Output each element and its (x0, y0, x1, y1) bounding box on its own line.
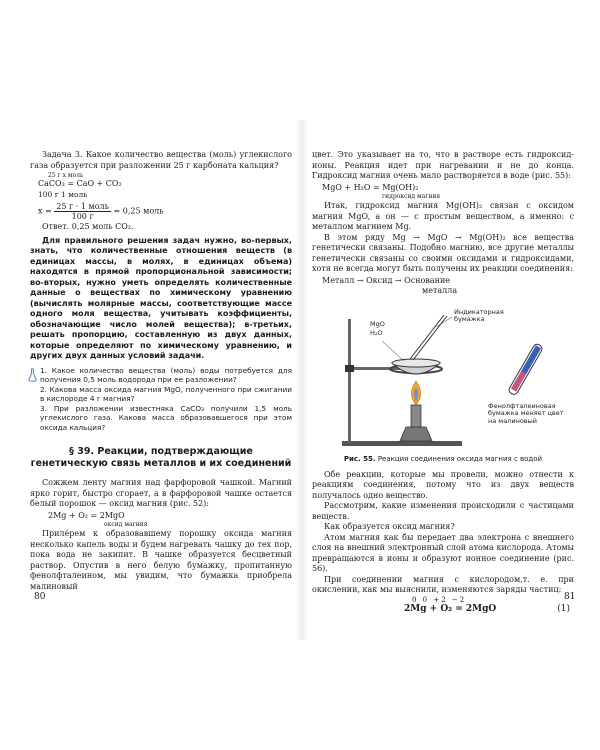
label-h2o: H₂O (370, 328, 383, 337)
book-gutter (296, 120, 308, 640)
reaction-equation: CaCO₃ = CaO + CO₂ (38, 179, 122, 188)
x-numerator: 25 г · 1 моль (56, 202, 109, 211)
task-solution (30, 172, 292, 221)
page-number-right: 81 (564, 592, 576, 602)
caption-text: Реакция соединения оксида магния с водой (377, 454, 543, 463)
question-2: 2. Какова масса оксида магния MgO, полученного при сжигании в кислороде 4 г магния? (40, 384, 292, 403)
paragraph-burn-magnesium: Сожжем ленту магния над фарфоровой чашкой. Магний ярко горит, быстро сгорает, а в фарфоровой чашке остается белый порошок — оксид магния (рис. 52): (30, 478, 292, 508)
equation-mgo-water (312, 183, 574, 201)
tube-blue-paper (521, 345, 541, 374)
page-number-left: 80 (34, 592, 46, 602)
leader-mgo (382, 341, 404, 361)
eq2-number: (1) (557, 603, 570, 614)
burner-base (400, 427, 432, 441)
stand-base (342, 441, 462, 446)
eq2-text: 2Mg + O₂ = 2MgO (404, 603, 497, 614)
reaction-under: 100 г 1 моль (38, 189, 88, 199)
scheme (312, 276, 574, 297)
x-prefix: x = (38, 206, 52, 216)
dish-rim (392, 359, 440, 367)
given-line: 25 г x моль (48, 172, 84, 179)
paragraph-genetic-link: Итак, гидроксид магния Mg(OH)₂ связан с оксидом магния MgO, а он — с простым веществом, а именно: с металлом магнием Mg. (312, 201, 574, 231)
scheme-sub: металла (422, 286, 458, 295)
x-denominator: 100 г (71, 212, 94, 221)
lab-apparatus-illustration (312, 301, 574, 453)
paragraph-question: Как образуется оксид магния? (324, 522, 455, 531)
eq-label: гидроксид магния (382, 193, 441, 200)
figure-caption (312, 455, 574, 464)
right-page (312, 150, 574, 614)
caption-number: Рис. 55. (343, 454, 376, 463)
paragraph-oxidation: При соединении магния с кислородом,т. е. при окислении, как мы выяснили, изменяются заряды частиц: (312, 574, 574, 594)
label-phenolphthalein: Фенолфталеиновая бумажка меняет цвет на малиновый (488, 401, 564, 425)
oxidation-charges: 0 0 +2 −2 (412, 595, 467, 604)
question-3: 3. При разложении известняка CaCO₃ получили 1,5 моль углекислого газа. Какова масса образовавшегося при этом оксида кальция? (40, 403, 292, 432)
phenol-tube (508, 342, 544, 395)
label-indicator-paper: Индикаторная бумажка (454, 307, 504, 323)
paragraph-add-water: Прилépем к образовавшему порошку оксида магния несколько капель воды и будем нагревать чашку до тех пор, пока вода не закипит. В чашке образуется бесцветный раствор. Опустив в него белую бумажку, пропитанную фенолфталеином, мы увидим, что бумажка приобрела малиновый (30, 529, 292, 591)
equation-mg-oxygen (30, 511, 292, 529)
task-title: Задача 3. Какое количество вещества (моль) углекислого газа образуется при разложении 25 г карбоната кальция? (30, 150, 292, 170)
figure-55 (312, 301, 574, 453)
section-title: § 39. Реакции, подтверждающие генетическую связь металлов и их соединений (30, 446, 292, 469)
paragraph-hydroxide-ions: цвет. Это указывает на то, что в растворе есть гидроксид-ионы. Реакция идет при нагревании и не до конца. Гидроксид магния очень мало растворяется в воде (рис. 55): (312, 150, 574, 180)
clamp (345, 365, 354, 372)
paragraph-row: В этом ряду Mg → MgO → Mg(OH)₂ все вещества генетически связаны. Подобно магнию, все другие металлы генетически связаны со своими оксидами и гидроксидами, хотя не всегда могут быть получены их реакции соединения: (312, 232, 574, 273)
x-result: = 0,25 моль (113, 206, 164, 216)
eq1-text: 2Mg + O₂ = 2MgO (48, 510, 125, 520)
eq-text: MgO + H₂O = Mg(OH)₂ (322, 182, 419, 192)
flask-icon (28, 368, 37, 382)
paragraph-consider: Рассмотрим, какие изменения происходили с частицами веществ. (312, 501, 574, 521)
x-fraction (54, 202, 111, 221)
rule-paragraph: Для правильного решения задач нужно, во-первых, знать, что количественные отношения веществ (в единицах массы, в молях, в единицах объема) находятся в прямой пропорциональной зависимости; во-вторых, нужно уметь определять количественные данные о веществах по химическому уравнению (вычислять молярные массы, соответствующие массе одного моля вещества, учитывать коэффициенты, обозначающие число молей вещества); в-третьих, решать пропорцию, составленную из двух данных, которые определяют по химическому уравнению, и других двух данных условий задачи. (30, 235, 292, 360)
questions-block (40, 366, 292, 433)
x-equation (38, 202, 292, 221)
burner-tube (411, 405, 421, 427)
equation-1 (312, 604, 574, 615)
indicator-strip-edge (413, 316, 447, 360)
eq1-label: оксид магния (104, 521, 148, 528)
indicator-strip (410, 315, 444, 359)
scheme-text: Металл → Оксид → Основание (322, 275, 451, 285)
task-answer: Ответ. 0,25 моль CO₂. (42, 222, 134, 231)
stand-rod (348, 319, 351, 443)
paragraph-electrons: Атом магния как бы передает два электрона с внешнего слоя на внешний электронный слой атома кислорода. Атомы превращаются в ионы и образуют ионное соединение (рис. 56). (312, 532, 574, 573)
paragraph-both-reactions: Обе реакции, которые мы провели, можно отнести к реакциям соединения, потому что из двух веществ получалось одно вещество. (312, 469, 574, 500)
question-1: 1. Какое количество вещества (моль) воды потребуется для получения 0,5 моль водорода при ее разложении? (40, 365, 292, 384)
left-page (30, 150, 292, 592)
label-mgo: MgO (370, 319, 385, 328)
